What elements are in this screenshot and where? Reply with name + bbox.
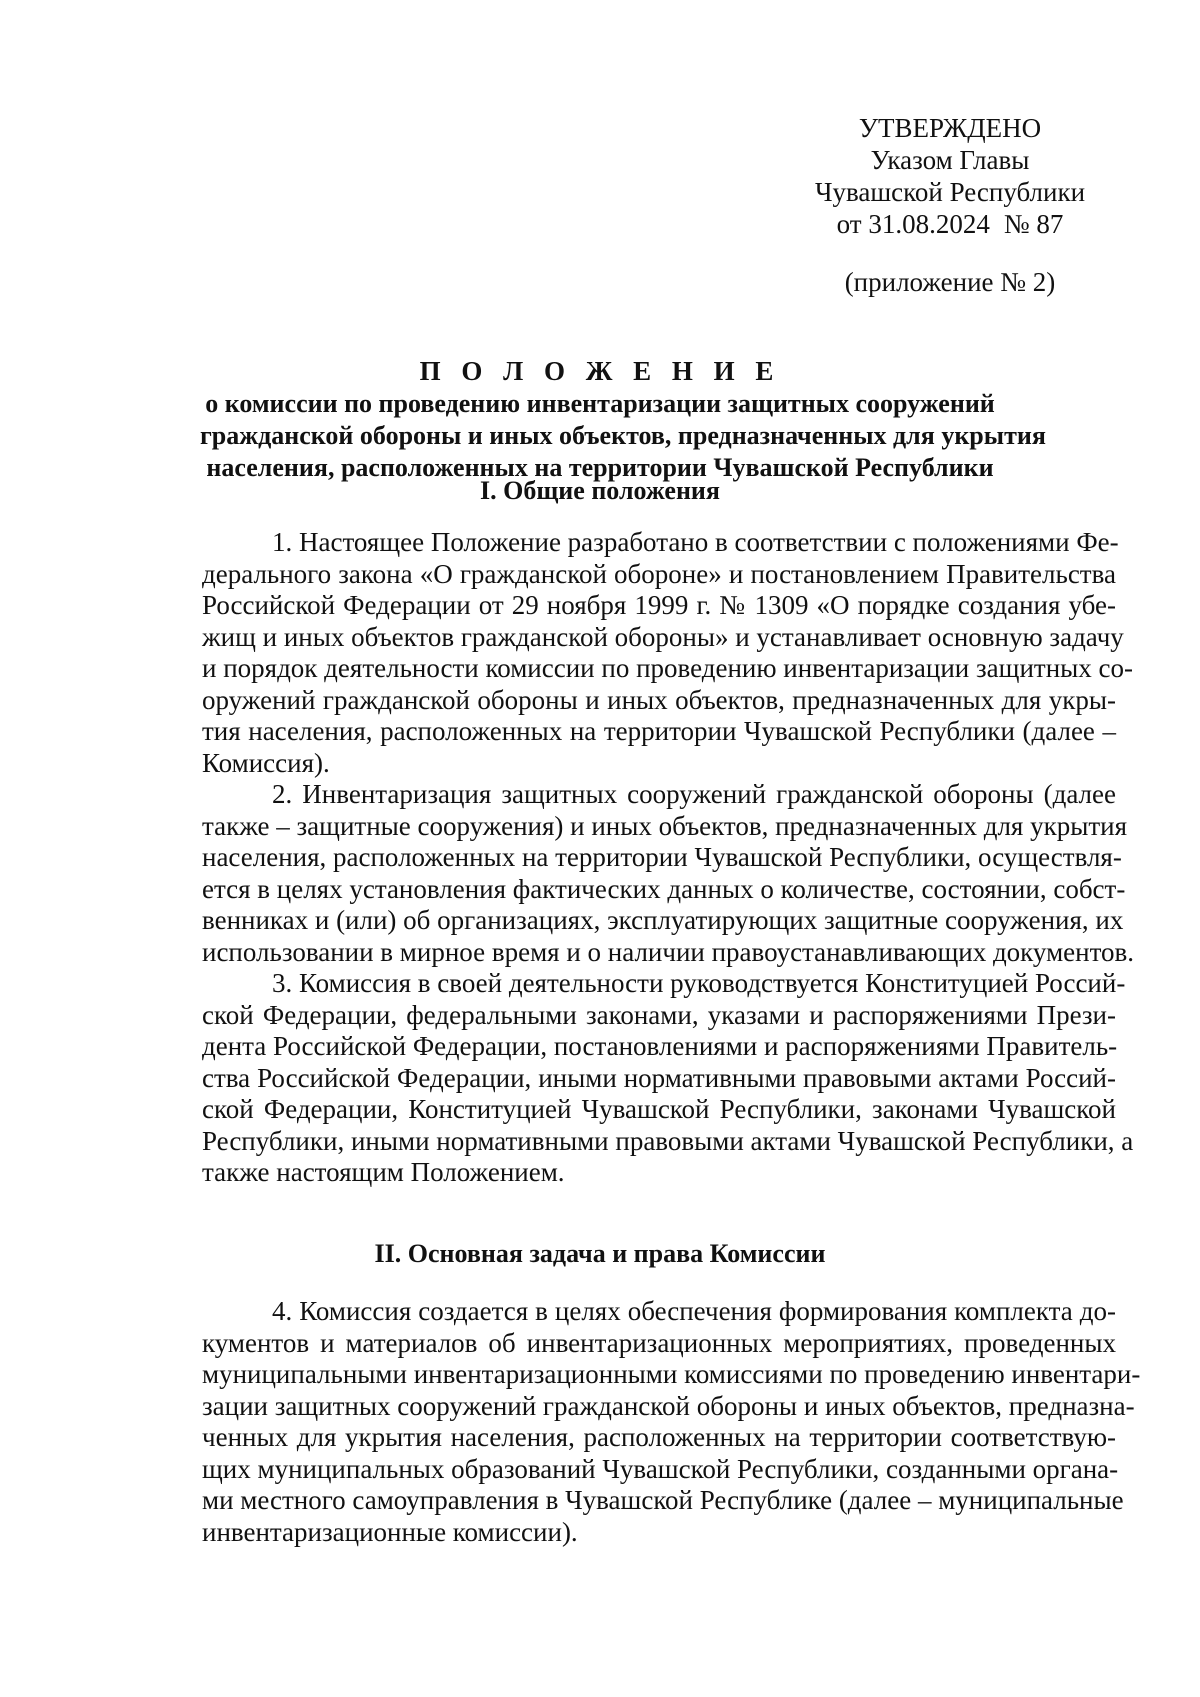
paragraph-line: Республики, иными нормативными правовыми актами Чувашской Республики, а [202,1125,1134,1156]
document-subtitle [200,388,1046,484]
paragraph-line: жищ и иных объектов гражданской обороны» и устанавливает основную задачу [202,621,1124,652]
appendix-note: (приложение № 2) [844,267,1056,297]
section-1-body [202,527,1135,1189]
paragraph-line: также – защитные сооружения) и иных объектов, предназначенных для укрытия [202,810,1128,841]
paragraph-line: Комиссия). [202,747,330,778]
paragraph-line: зации защитных сооружений гражданской обороны и иных объектов, предназна- [202,1390,1135,1421]
paragraph-line: дента Российской Федерации, постановлениями и распоряжениями Правитель- [202,1031,1118,1061]
paragraph-line: тия населения, расположенных на территории Чувашской Республики (далее – [202,716,1116,746]
approval-stamp [780,112,1120,240]
paragraph-line: 3. Комиссия в своей деятельности руководствуется Конституцией Россий- [272,968,1126,998]
paragraph-line: ется в целях установления фактических данных о количестве, состоянии, собст- [202,873,1126,904]
paragraph-line: ской Федерации, федеральными законами, указами и распоряжениями Прези- [202,999,1116,1030]
section-2-body [202,1296,1141,1548]
section-2-heading: II. Основная задача и права Комиссии [374,1239,826,1268]
approval-by-decree: Указом Главы [870,145,1030,175]
approval-republic: Чувашской Республики [814,177,1086,207]
paragraph-line: Российской Федерации от 29 ноября 1999 г. № 1309 «О порядке создания убе- [202,590,1116,620]
paragraph-line: 1. Настоящее Положение разработано в соответствии с положениями Фе- [272,527,1119,557]
paragraph-line: венниках и (или) об организациях, эксплуатирующих защитные сооружения, их [202,905,1124,935]
paragraph-line: муниципальными инвентаризационными комиссиями по проведению инвентари- [202,1359,1141,1389]
paragraph-line: оружений гражданской обороны и иных объектов, предназначенных для укры- [202,684,1116,715]
approval-date: от 31.08.2024 [836,209,990,239]
paragraph-line: 4. Комиссия создается в целях обеспечения формирования комплекта до- [272,1296,1116,1326]
paragraph-line: ства Российской Федерации, иными нормативными правовыми актами Россий- [202,1062,1116,1093]
paragraph-line: инвентаризационные комиссии). [202,1516,578,1547]
paragraph-line: щих муниципальных образований Чувашской Республики, созданными органа- [202,1453,1119,1484]
subtitle-line: гражданской обороны и иных объектов, предназначенных для укрытия [200,421,1046,450]
approval-approved: УТВЕРЖДЕНО [858,113,1042,143]
subtitle-line: населения, расположенных на территории Чувашской Республики [206,453,994,482]
paragraph-line: ми местного самоуправления в Чувашской Республике (далее – муниципальные [202,1485,1124,1515]
document-title: П О Л О Ж Е Н И Е [419,356,781,386]
approval-date-row [780,208,1120,240]
section-1-heading: I. Общие положения [480,476,720,505]
paragraph-line: дерального закона «О гражданской обороне» и постановлением Правительства [202,558,1116,589]
paragraph-line: 2. Инвентаризация защитных сооружений гражданской обороны (далее [272,779,1116,809]
approval-number: № 87 [1003,209,1064,239]
paragraph-line: кументов и материалов об инвентаризационных мероприятиях, проведенных [202,1327,1116,1358]
paragraph-line: ской Федерации, Конституцией Чувашской Республики, законами Чувашской [202,1094,1116,1124]
paragraph-line: ченных для укрытия населения, расположенных на территории соответствую- [202,1422,1116,1452]
paragraph-line: и порядок деятельности комиссии по проведению инвентаризации защитных со- [202,653,1134,683]
paragraph-line: использовании в мирное время и о наличии правоустанавливающих документов. [202,936,1135,967]
subtitle-line: о комиссии по проведению инвентаризации защитных сооружений [205,389,995,418]
paragraph-line: населения, расположенных на территории Чувашской Республики, осуществля- [202,842,1122,872]
paragraph-line: также настоящим Положением. [202,1157,565,1187]
